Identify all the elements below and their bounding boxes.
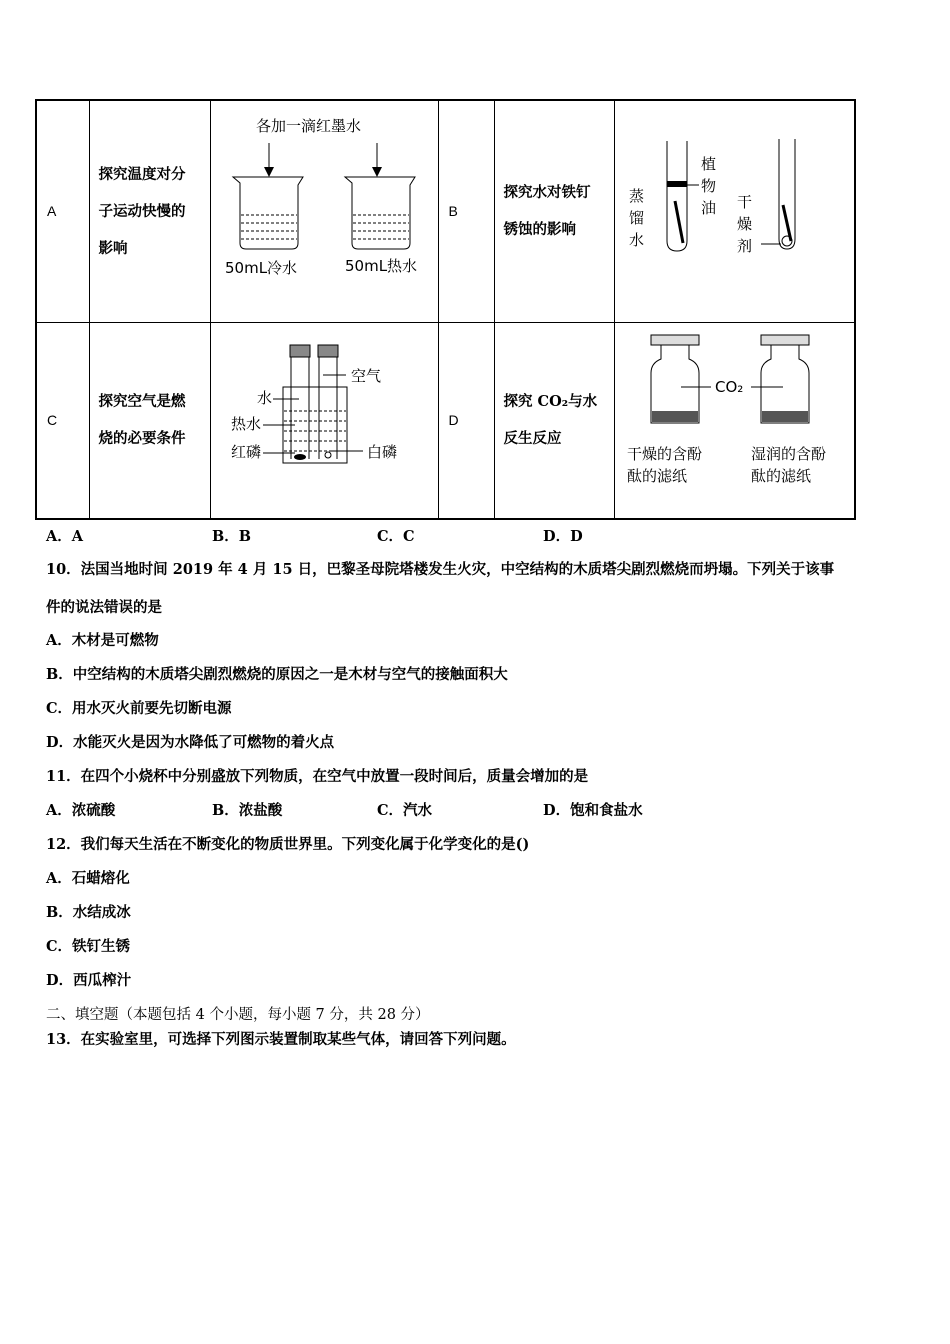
svg-text:物: 物 — [700, 177, 716, 196]
svg-text:馏: 馏 — [628, 209, 644, 228]
experiment-d-description: 探究 CO₂与水 反生反应 — [494, 322, 614, 519]
q11-option-a[interactable]: A．浓硫酸 — [46, 802, 116, 819]
option-letter-c: C — [36, 322, 89, 519]
q12-option-b[interactable]: B．水结成冰 — [46, 904, 131, 921]
q13-stem: 13．在实验室里，可选择下列图示装置制取某些气体，请回答下列问题。 — [46, 1031, 516, 1048]
svg-text:干: 干 — [736, 193, 752, 212]
q11-option-d[interactable]: D．饱和食盐水 — [543, 802, 643, 819]
figure-a-top-label: 各加一滴红墨水 — [255, 117, 361, 136]
svg-text:酞的滤纸: 酞的滤纸 — [626, 466, 687, 485]
q11-option-b[interactable]: B．浓盐酸 — [212, 802, 283, 819]
table-row — [36, 100, 855, 322]
svg-text:红磷: 红磷 — [230, 442, 261, 461]
svg-text:酞的滤纸: 酞的滤纸 — [750, 466, 811, 485]
svg-text:水: 水 — [256, 388, 272, 407]
q11-stem: 11．在四个小烧杯中分别盛放下列物质，在空气中放置一段时间后，质量会增加的是 — [46, 768, 589, 785]
svg-text:热水: 热水 — [230, 414, 261, 433]
svg-text:燥: 燥 — [736, 215, 752, 234]
q9-option-d[interactable]: D．D — [543, 528, 583, 545]
q12-option-d[interactable]: D．西瓜榨汁 — [46, 972, 132, 989]
experiment-table — [35, 99, 856, 520]
experiment-c-figure — [210, 322, 438, 519]
cold-water-beaker — [233, 177, 303, 249]
experiment-b-description: 探究水对铁钉 锈蚀的影响 — [494, 100, 614, 322]
option-letter-d: D — [438, 322, 494, 519]
q12-option-c[interactable]: C．铁钉生锈 — [46, 938, 131, 955]
q10-stem-line2: 件的说法错误的是 — [46, 599, 162, 616]
svg-text:干燥的含酚: 干燥的含酚 — [626, 444, 702, 463]
svg-text:湿润的含酚: 湿润的含酚 — [750, 444, 826, 463]
q12-stem: 12．我们每天生活在不断变化的物质世界里。下列变化属于化学变化的是() — [46, 836, 530, 853]
co2-label: CO₂ — [714, 377, 743, 396]
option-letter-b: B — [438, 100, 494, 322]
q9-option-a[interactable]: A．A — [46, 528, 84, 545]
svg-text:水: 水 — [628, 231, 644, 250]
svg-text:植: 植 — [700, 155, 716, 174]
experiment-a-figure — [210, 100, 438, 322]
table-row — [36, 322, 855, 519]
q11-option-c[interactable]: C．汽水 — [377, 802, 433, 819]
q10-stem-line1: 10．法国当地时间 2019 年 4 月 15 日，巴黎圣母院塔楼发生火灾，中空结构的木质塔尖剧烈燃烧而坍塌。下列关于该事 — [46, 561, 835, 578]
test-tube-water — [667, 141, 687, 251]
svg-text:白磷: 白磷 — [366, 442, 397, 461]
q12-option-a[interactable]: A．石蜡熔化 — [46, 870, 130, 887]
q10-option-a[interactable]: A．木材是可燃物 — [46, 632, 159, 649]
experiment-d-figure — [614, 322, 855, 519]
test-tube-desiccant — [779, 139, 795, 249]
q9-option-c[interactable]: C．C — [377, 528, 415, 545]
q9-option-b[interactable]: B．B — [212, 528, 252, 545]
svg-text:空气: 空气 — [350, 366, 381, 385]
experiment-c-description: 探究空气是燃 烧的必要条件 — [89, 322, 210, 519]
svg-text:蒸: 蒸 — [628, 187, 644, 206]
q10-option-d[interactable]: D．水能灭火是因为水降低了可燃物的着火点 — [46, 734, 335, 751]
q10-option-b[interactable]: B．中空结构的木质塔尖剧烈燃烧的原因之一是木材与空气的接触面积大 — [46, 666, 508, 683]
cold-water-label: 50mL冷水 — [224, 259, 297, 278]
experiment-b-figure — [614, 100, 855, 322]
option-letter-a: A — [36, 100, 89, 322]
section-heading: 二、填空题（本题包括 4 个小题，每小题 7 分，共 28 分） — [46, 1007, 430, 1023]
svg-text:剂: 剂 — [736, 237, 752, 256]
q10-option-c[interactable]: C．用水灭火前要先切断电源 — [46, 700, 232, 717]
experiment-a-description: 探究温度对分 子运动快慢的 影响 — [89, 100, 210, 322]
svg-text:油: 油 — [700, 199, 716, 218]
hot-water-beaker — [345, 177, 415, 249]
hot-water-label: 50mL热水 — [344, 257, 417, 276]
